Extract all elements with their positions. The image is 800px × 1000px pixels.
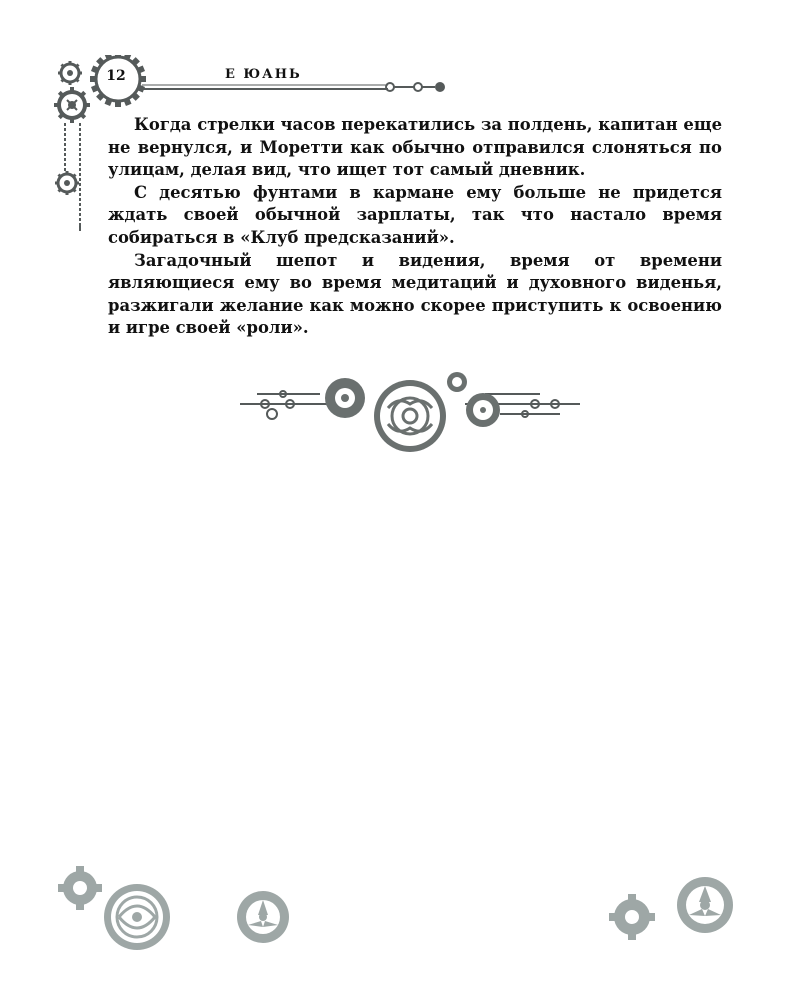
paragraph: Когда стрелки часов перекатились за полдень, капитан еще не вернулся, и Моретти как обычно отправился слоняться по улицам, делая вид, что ищет тот самый дневник. — [108, 115, 722, 180]
body-text — [108, 114, 722, 340]
page-number: 12 — [106, 68, 126, 84]
paragraph: Загадочный шепот и видения, время от времени являющиеся ему во время медитаций и духовного виденья, разжигали желание как можно скорее приступить к освоению и игре своей «роли». — [108, 250, 722, 338]
paragraph: С десятью фунтами в кармане ему больше не придется ждать своей обычной зарплаты, так что настало время собираться в «Клуб предсказаний». — [108, 182, 722, 247]
gear-ornament-icon — [235, 368, 585, 456]
running-head: Е ЮАНЬ — [225, 67, 302, 82]
gear-cluster-icon — [0, 860, 800, 960]
